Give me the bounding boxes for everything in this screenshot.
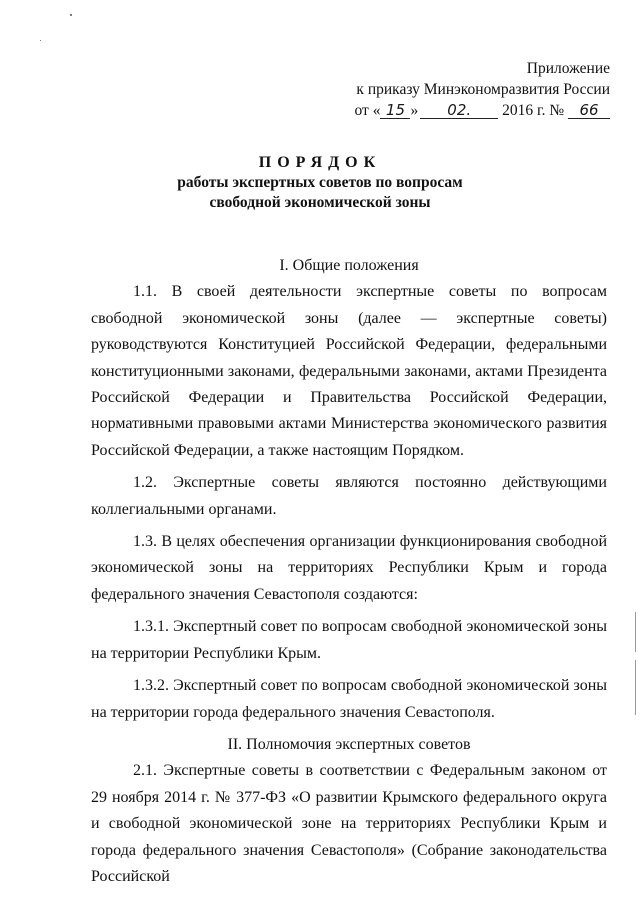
document-title xyxy=(0,153,640,213)
section-heading-powers: II. Полномочия экспертных советов xyxy=(227,735,471,753)
handwritten-order-number: 66 xyxy=(568,103,610,119)
scan-speck xyxy=(70,14,72,16)
paragraph-1-3-2: 1.3.2. Экспертный совет по вопросам свободной экономической зоны на территории города федерального значения Севастополя. xyxy=(91,677,607,721)
paragraph-2-1: 2.1. Экспертные советы в соответствии с Федеральным законом от 29 ноября 2014 г. № 377-ФЗ «О развитии Крымского федерального округа и свободной экономической зоне на территориях Республики Крым и города федерального значения Севастополя» (Собрание законодательства Российской xyxy=(91,762,607,885)
title-subtitle-line1: работы экспертных советов по вопросам xyxy=(177,174,463,191)
scan-edge-mark xyxy=(635,612,636,652)
order-reference: к приказу Минэкономразвития России xyxy=(356,81,610,98)
title-main: ПОРЯДОК xyxy=(258,154,382,171)
scan-edge-mark xyxy=(635,660,636,715)
appendix-label: Приложение xyxy=(526,60,610,77)
paragraph-1-2: 1.2. Экспертные советы являются постоянно действующими коллегиальными органами. xyxy=(91,474,607,518)
paragraph-1-3: 1.3. В целях обеспечения организации функционирования свободной экономической зоны на территориях Республики Крым и города федерального значения Севастополя создаются: xyxy=(91,533,607,603)
order-date-line xyxy=(355,100,610,121)
date-prefix: от « xyxy=(354,102,381,119)
paragraph-1-1: 1.1. В своей деятельности экспертные советы по вопросам свободной экономической зоны (далее — экспертные советы) руководствуются Конституцией Российской Федерации, федеральными конституционными законами, федеральными законами, актами Президента Российской Федерации и Правительства Российской Федерации, нормативными правовыми актами Министерства экономического развития Российской Федерации, а также настоящим Порядком. xyxy=(91,283,607,459)
year-and-number-label: 2016 г. № xyxy=(502,102,565,119)
appendix-header xyxy=(355,58,610,121)
section-heading-general: I. Общие положения xyxy=(279,257,419,274)
paragraph-1-3-1: 1.3.1. Экспертный совет по вопросам свободной экономической зоны на территории Республики Крым. xyxy=(91,618,607,662)
date-mid: » xyxy=(410,102,419,119)
scan-speck xyxy=(40,40,41,41)
document-body xyxy=(91,253,607,890)
handwritten-day: 15 xyxy=(380,103,410,119)
handwritten-month: 02. xyxy=(420,103,498,119)
title-subtitle-line2: свободной экономической зоны xyxy=(209,194,431,211)
